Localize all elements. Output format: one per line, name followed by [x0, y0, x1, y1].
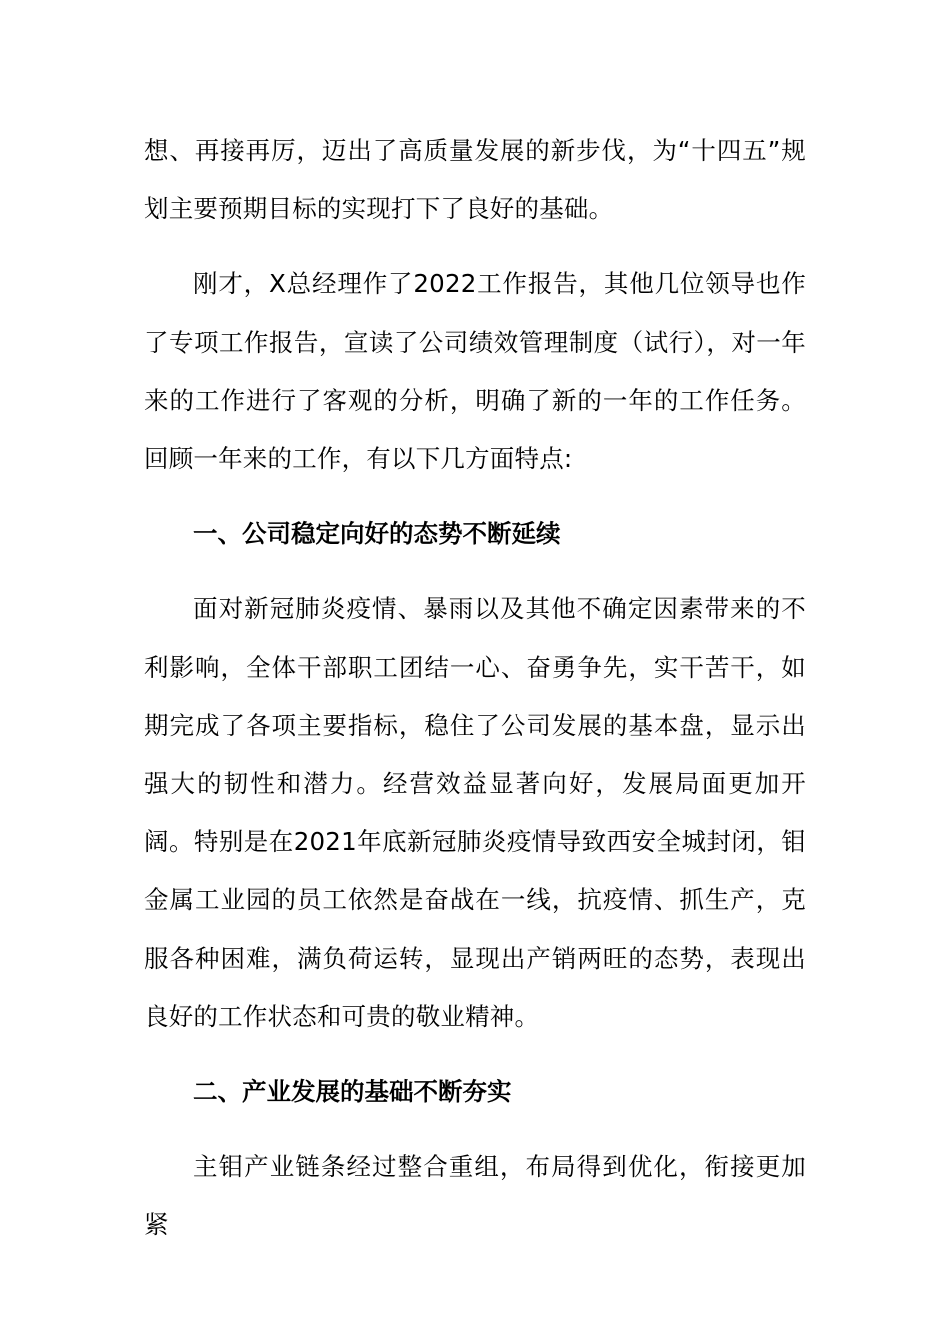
paragraph-continuation: 想、再接再厉，迈出了高质量发展的新步伐，为“十四五”规划主要预期目标的实现打下了良好的基础。 — [144, 136, 806, 224]
paragraph-section-2: 主钼产业链条经过整合重组，布局得到优化，衔接更加紧 — [144, 1152, 806, 1240]
section-heading-1: 一、公司稳定向好的态势不断延续 — [193, 519, 561, 549]
paragraph-report: 刚才，X总经理作了2022工作报告，其他几位领导也作了专项工作报告，宣读了公司绩效管理制度（试行），对一年来的工作进行了客观的分析，明确了新的一年的工作任务。回顾一年来的工作，有以下几方面特点: — [144, 269, 806, 474]
paragraph-gap — [144, 238, 806, 255]
paragraph-gap — [144, 1121, 806, 1138]
document-page — [144, 122, 806, 1255]
paragraph-section-1: 面对新冠肺炎疫情、暴雨以及其他不确定因素带来的不利影响，全体干部职工团结一心、奋勇争先，实干苦干，如期完成了各项主要指标，稳住了公司发展的基本盘，显示出强大的韧性和潜力。经营效益显著向好，发展局面更加开阔。特别是在2021年底新冠肺炎疫情导致西安全城封闭，钼金属工业园的员工依然是奋战在一线，抗疫情、抓生产，克服各种困难，满负荷运转，显现出产销两旺的态势，表现出良好的工作状态和可贵的敬业精神。 — [144, 594, 806, 1031]
paragraph-gap — [144, 1046, 806, 1063]
paragraph-gap — [144, 488, 806, 505]
paragraph-gap — [144, 563, 806, 580]
section-heading-2: 二、产业发展的基础不断夯实 — [193, 1077, 512, 1107]
